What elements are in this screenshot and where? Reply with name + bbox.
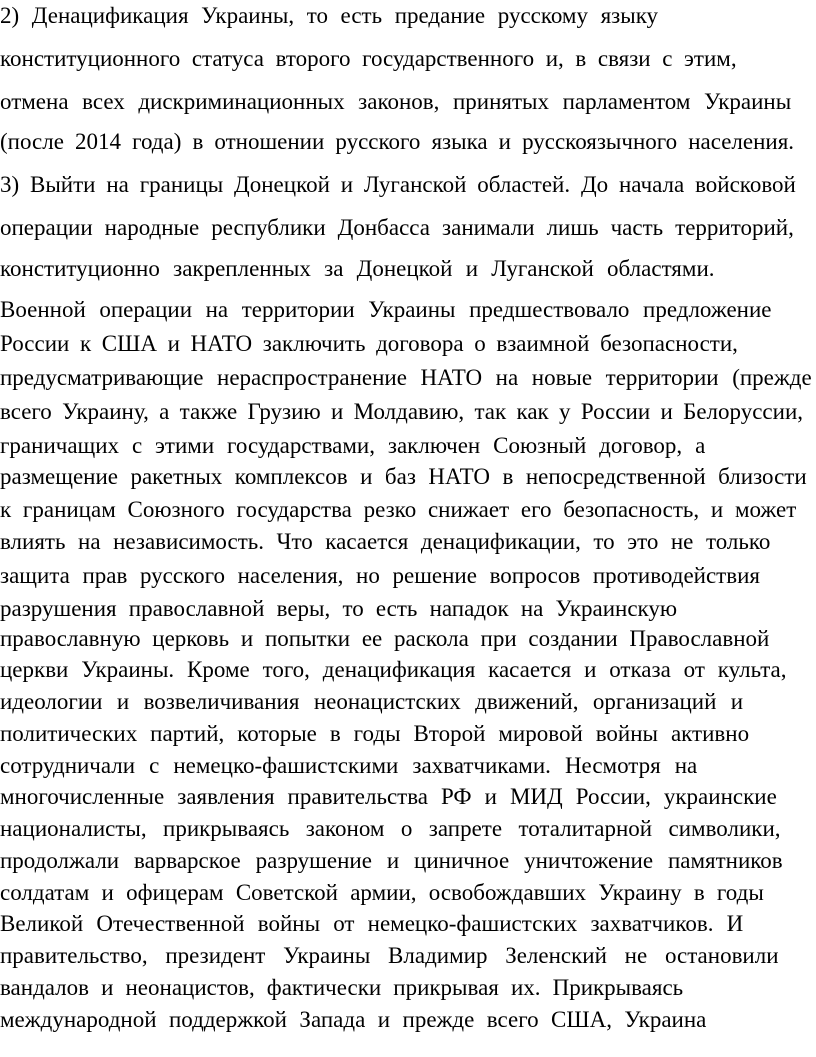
text-line: продолжали варварское разрушение и циничное уничтожение памятников [0,848,783,873]
text-line: 3) Выйти на границы Донецкой и Луганской областей. До начала войсковой [0,172,796,197]
text-line: разрушения православной веры, то есть нападок на Украинскую [0,596,678,621]
text-line: сотрудничали с немецко-фашистскими захватчиками. Несмотря на [0,753,698,778]
text-line: (после 2014 года) в отношении русского языка и русскоязычного населения. [0,129,795,154]
text-line: вандалов и неонацистов, фактически прикрывая их. Прикрываясь [0,975,684,1000]
text-line: 2) Денацификация Украины, то есть предание русскому языку [0,3,659,28]
text-line: Военной операции на территории Украины предшествовало предложение [0,297,772,322]
text-line: операции народные республики Донбасса занимали лишь часть территорий, [0,215,794,240]
text-line: солдатам и офицерам Советской армии, освобождавших Украину в годы [0,880,764,905]
text-line: Великой Отечественной войны от немецко-фашистских захватчиков. И [0,911,744,936]
text-line: международной поддержкой Запада и прежде всего США, Украина [0,1007,707,1032]
text-line: церкви Украины. Кроме того, денацификация касается и отказа от культа, [0,657,787,682]
text-line: политических партий, которые в годы Второй мировой войны активно [0,721,750,746]
text-line: правительство, президент Украины Владимир Зеленский не остановили [0,943,779,968]
text-line: националисты, прикрываясь законом о запрете тоталитарной символики, [0,816,781,841]
text-line: отмена всех дискриминационных законов, принятых парламентом Украины [0,89,792,114]
text-line: защита прав русского населения, но решение вопросов противодействия [0,563,760,588]
text-line: конституционно закрепленных за Донецкой и Луганской областями. [0,256,715,281]
text-line: идеологии и возвеличивания неонацистских движений, организаций и [0,689,744,714]
text-line: граничащих с этими государствами, заключен Союзный договор, а [0,433,706,458]
text-line: предусматривающие нераспространение НАТО на новые территории (прежде [0,365,812,390]
text-line: всего Украину, а также Грузию и Молдавию, так как у России и Белоруссии, [0,399,803,424]
text-line: влиять на независимость. Что касается денацификации, то это не только [0,529,771,554]
text-line: к границам Союзного государства резко снижает его безопасность, и может [0,497,797,522]
text-line: конституционного статуса второго государственного и, в связи с этим, [0,46,737,71]
text-line: православную церковь и попытки ее раскола при создании Православной [0,626,770,651]
text-line: России к США и НАТО заключить договора о взаимной безопасности, [0,331,738,356]
text-line: размещение ракетных комплексов и баз НАТО в непосредственной близости [0,464,807,489]
text-line: многочисленные заявления правительства РФ и МИД России, украинские [0,784,777,809]
